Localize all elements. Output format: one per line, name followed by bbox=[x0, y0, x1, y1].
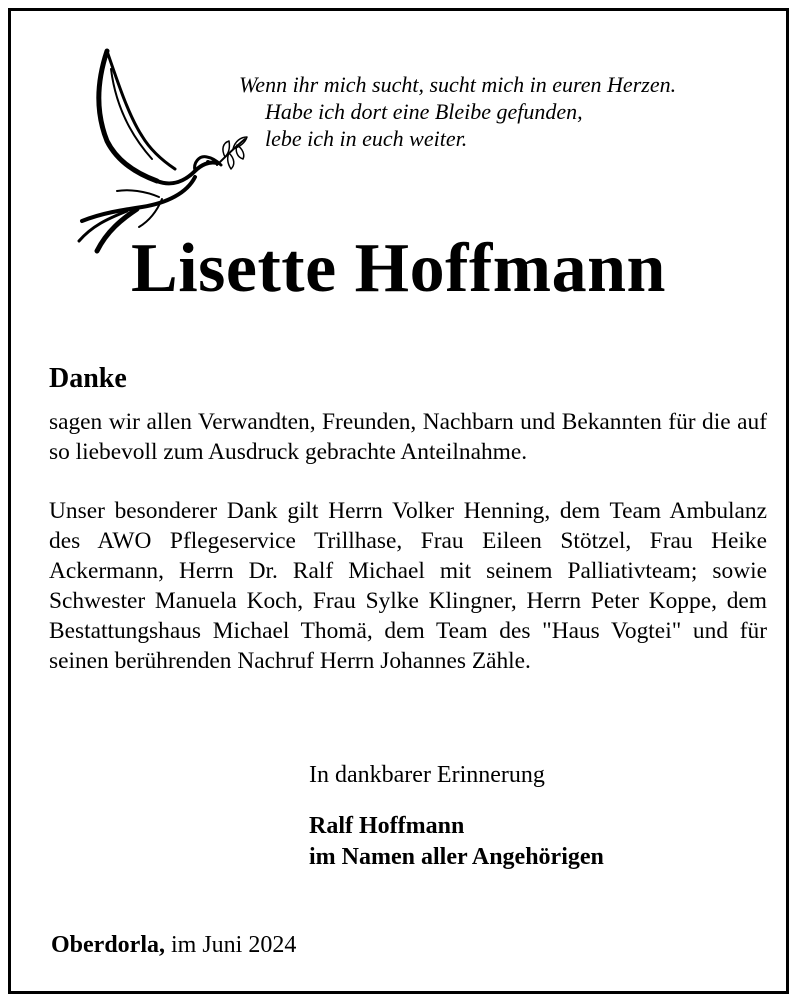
poem-line: Habe ich dort eine Bleibe gefunden, bbox=[265, 99, 583, 124]
obituary-notice bbox=[8, 8, 789, 994]
place-date bbox=[51, 932, 296, 959]
thanks-title: Danke bbox=[49, 363, 127, 394]
closing-phrase: In dankbarer Erinnerung bbox=[309, 762, 545, 788]
signer-name: Ralf Hoffmann bbox=[309, 813, 465, 839]
thanks-paragraph-2: Unser besonderer Dank gilt Herrn Volker Henning, dem Team Ambulanz des AWO Pflegeservice Trillhase, Frau Eileen Stötzel, Frau Heike Ackermann, Herrn Dr. Ralf Michael mit seinem Palliativteam; sowie Schwester Manuela Koch, Frau Sylke Klingner, Herrn Peter Koppe, dem Bestattungshaus Michael Thomä, dem Team des "Haus Vogtei" und für seinen berührenden Nachruf Herrn Johannes Zähle. bbox=[49, 498, 767, 674]
dove-icon bbox=[67, 41, 257, 256]
deceased-name: Lisette Hoffmann bbox=[131, 230, 666, 307]
thanks-paragraph-1: sagen wir allen Verwandten, Freunden, Nachbarn und Bekannten für die auf so liebevoll zum Ausdruck gebrachte Anteilnahme. bbox=[49, 409, 767, 465]
poem-line: Wenn ihr mich sucht, sucht mich in euren Herzen. bbox=[239, 72, 677, 97]
signers bbox=[309, 811, 604, 873]
poem bbox=[239, 71, 676, 152]
signer-note: im Namen aller Angehörigen bbox=[309, 844, 604, 870]
poem-line: lebe ich in euch weiter. bbox=[265, 126, 468, 151]
place-town: Oberdorla, bbox=[51, 932, 165, 958]
place-date-text: im Juni 2024 bbox=[171, 932, 297, 958]
